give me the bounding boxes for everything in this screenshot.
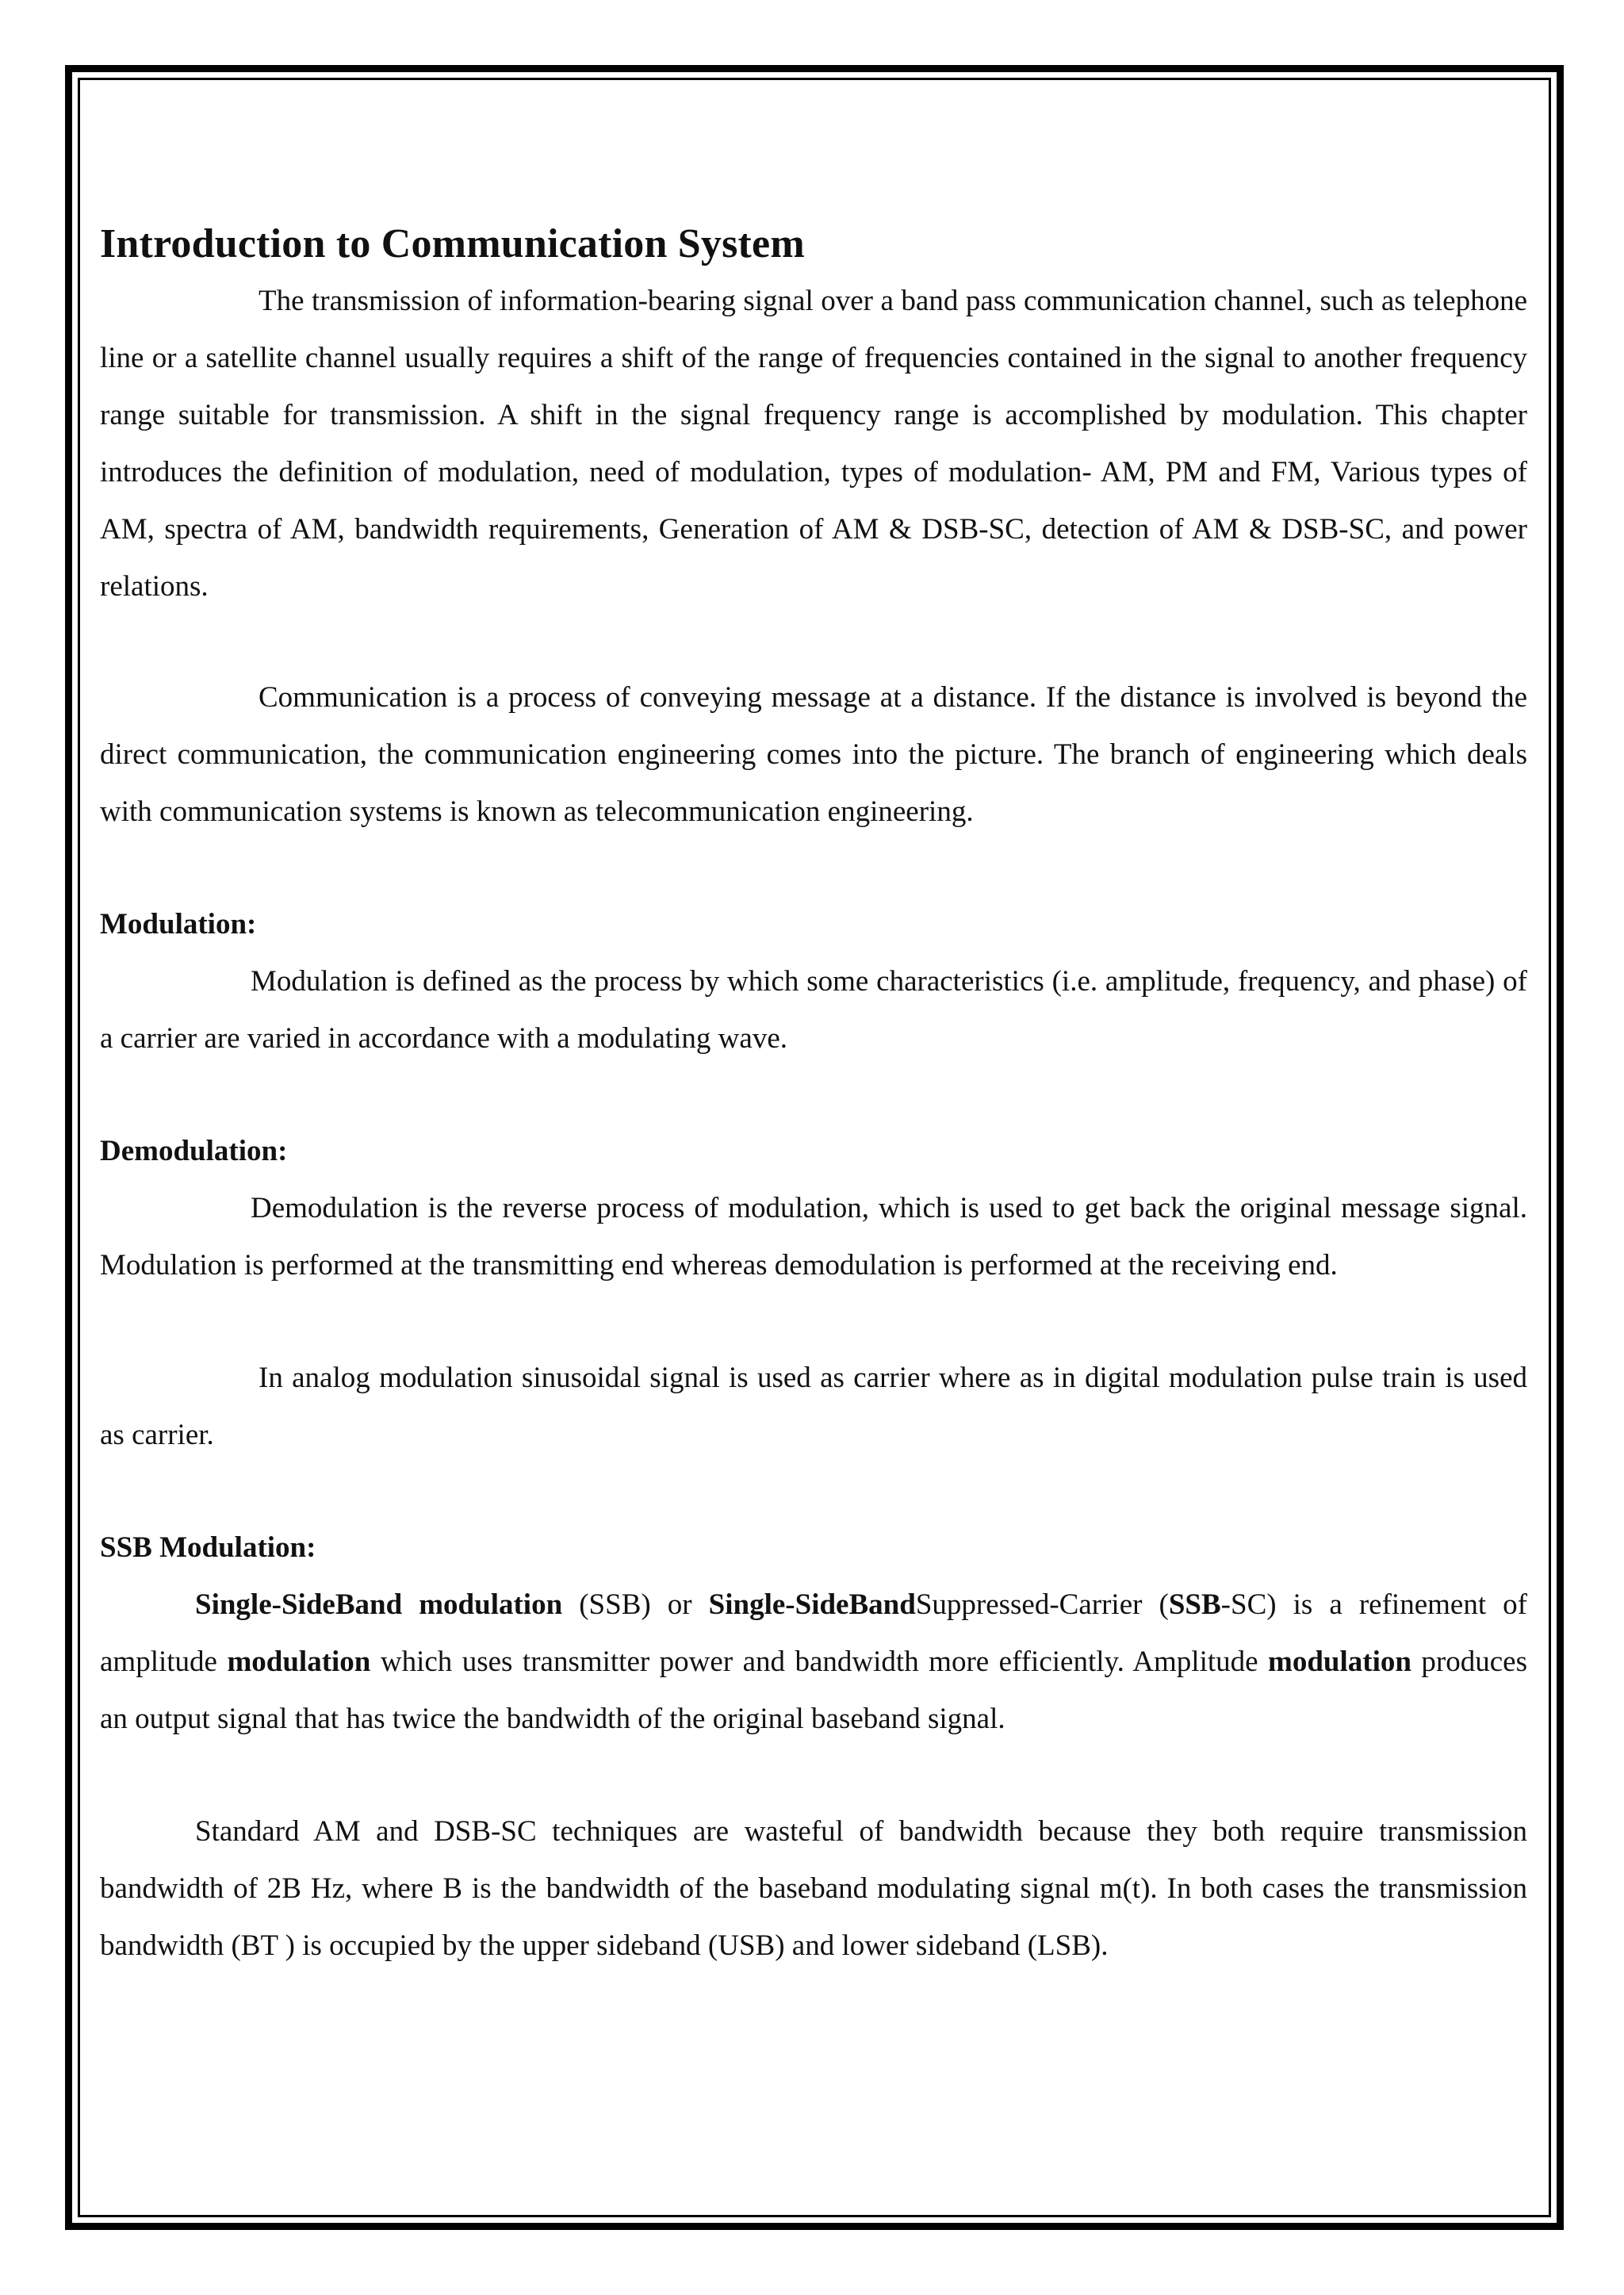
communication-paragraph: Communication is a process of conveying message at a distance. If the distance is involved is beyond the direct communication, the communication engineering comes into the picture. The branch of engineering which deals with communication systems is known as telecommunication engineering.: [100, 681, 1527, 828]
ssb-term: Single-SideBand modulation: [195, 1588, 563, 1621]
ssb-text: Suppressed-Carrier (: [915, 1588, 1169, 1621]
spacer: [100, 1067, 1527, 1123]
spacer: [100, 615, 1527, 669]
spacer: [100, 841, 1527, 896]
modulation-heading: Modulation:: [100, 908, 257, 941]
document-body: [100, 216, 1527, 1975]
demodulation-heading: Demodulation:: [100, 1135, 288, 1167]
page-title: Introduction to Communication System: [100, 221, 805, 266]
ssb-modulation-paragraph: [100, 1577, 1527, 1748]
spacer: [100, 1294, 1527, 1350]
ssb-text: produces an output signal that has twice the bandwidth of the original baseband signal.: [100, 1646, 1528, 1735]
ssb-term: Single-SideBand: [708, 1588, 916, 1621]
ssb-term: SSB: [1168, 1588, 1221, 1621]
ssb-term: modulation: [1268, 1646, 1411, 1678]
spacer: [100, 1464, 1527, 1519]
ssb-text: (SSB) or: [562, 1588, 709, 1621]
spacer: [100, 1748, 1527, 1803]
demodulation-paragraph: Demodulation is the reverse process of modulation, which is used to get back the original message signal. Modulation is performed at the transmitting end whereas demodulation is performed at the receiving end.: [100, 1192, 1527, 1282]
standard-am-paragraph: Standard AM and DSB-SC techniques are wasteful of bandwidth because they both require transmission bandwidth of 2B Hz, where B is the bandwidth of the baseband modulating signal m(t). In both cases the transmission bandwidth (BT ) is occupied by the upper sideband (USB) and lower sideband (LSB).: [100, 1815, 1527, 1962]
analog-modulation-paragraph: In analog modulation sinusoidal signal is used as carrier where as in digital modulation pulse train is used as carrier.: [100, 1362, 1527, 1451]
ssb-modulation-heading: SSB Modulation:: [100, 1531, 316, 1564]
modulation-paragraph: Modulation is defined as the process by which some characteristics (i.e. amplitude, frequency, and phase) of a carrier are varied in accordance with a modulating wave.: [100, 965, 1527, 1055]
ssb-text: -SC) is a refinement of amplitude: [100, 1588, 1527, 1678]
intro-paragraph: The transmission of information-bearing signal over a band pass communication channel, such as telephone line or a satellite channel usually requires a shift of the range of frequencies contained in the signal to another frequency range suitable for transmission. A shift in the signal frequency range is accomplished by modulation. This chapter introduces the definition of modulation, need of modulation, types of modulation- AM, PM and FM, Various types of AM, spectra of AM, bandwidth requirements, Generation of AM & DSB-SC, detection of AM & DSB-SC, and power relations.: [100, 285, 1527, 603]
ssb-text: which uses transmitter power and bandwidth more efficiently. Amplitude: [370, 1646, 1269, 1678]
ssb-term: modulation: [227, 1646, 371, 1678]
